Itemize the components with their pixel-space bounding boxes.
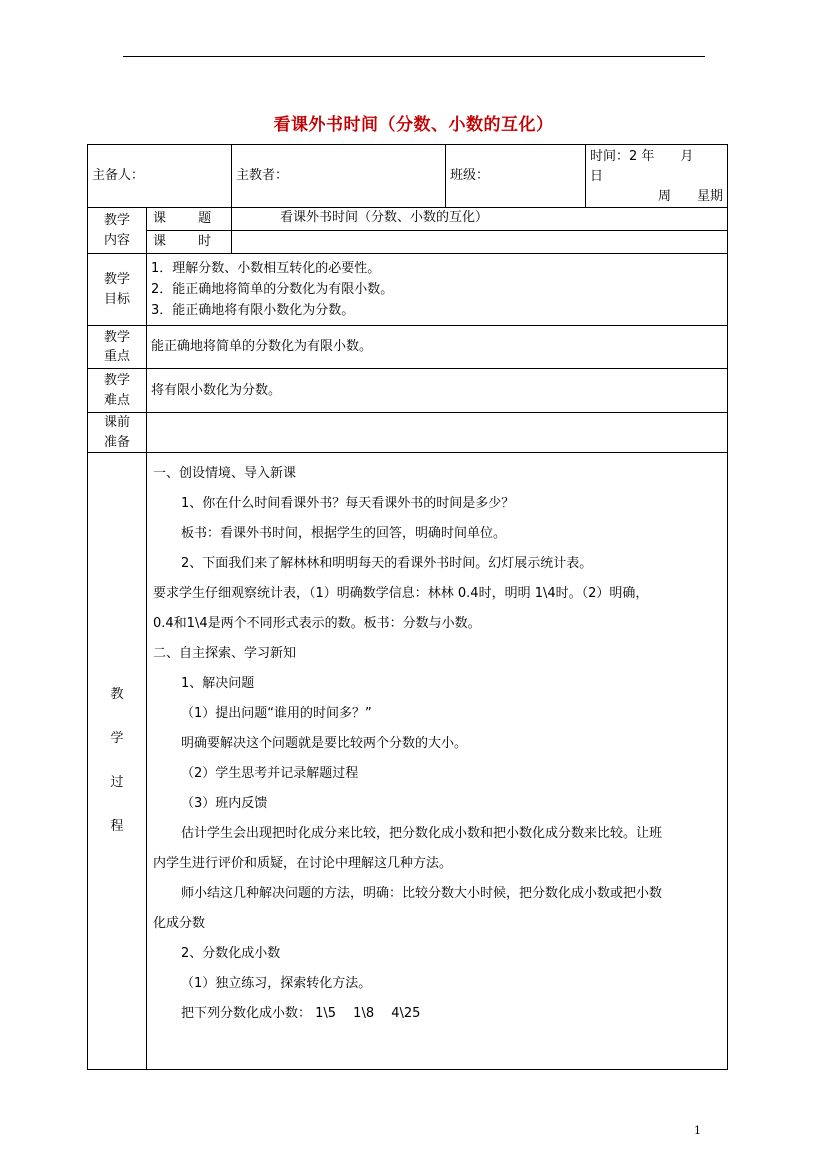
document-title: 看课外书时间（分数、小数的互化） <box>273 115 554 135</box>
time-line-2: 周 星期 <box>658 189 724 204</box>
objectives-cell <box>147 254 728 326</box>
process-label <box>88 453 147 1070</box>
difficulties-row <box>88 369 728 413</box>
process-line: （2）学生思考并记录解题过程 <box>181 766 359 781</box>
process-line: 内学生进行评价和质疑，在讨论中理解这几种方法。 <box>153 856 453 871</box>
process-line: （1）独立练习，探索转化方法。 <box>181 976 372 991</box>
process-row <box>88 453 728 1070</box>
process-line: 0.4和1\4是两个不同形式表示的数。板书：分数与小数。 <box>153 616 481 631</box>
page-number: 1 <box>694 1124 701 1137</box>
preparer-cell: 主备人： <box>88 145 232 208</box>
period-value <box>232 231 728 254</box>
period-label: 课 时 <box>147 231 232 254</box>
process-line: 师小结这几种解决问题的方法，明确：比较分数大小时候，把分数化成小数或把小数 <box>181 886 663 901</box>
topic-label: 课 题 <box>147 208 232 231</box>
topic-value: 看课外书时间（分数、小数的互化） <box>232 208 728 231</box>
process-line: 1、解决问题 <box>181 676 255 691</box>
prep-text <box>147 413 728 453</box>
process-line: （3）班内反馈 <box>181 796 268 811</box>
prep-label: 课前准备 <box>88 413 147 453</box>
key-points-label: 教学重点 <box>88 326 147 369</box>
objective-item: 1．理解分数、小数相互转化的必要性。 <box>151 261 381 276</box>
objective-item: 2．能正确地将简单的分数化为有限小数。 <box>151 282 394 297</box>
process-line: 2、分数化成小数 <box>181 946 281 961</box>
key-points-text: 能正确地将简单的分数化为有限小数。 <box>147 326 728 369</box>
time-line-1: 时间：2 年 月 日 <box>590 149 720 184</box>
process-heading: 一、创设情境、导入新课 <box>153 466 297 481</box>
process-label-char: 教 <box>110 687 124 702</box>
objectives-row <box>88 254 728 326</box>
process-line: 把下列分数化成小数： 1\5 1\8 4\25 <box>181 1006 421 1021</box>
process-heading: 二、自主探索、学习新知 <box>153 646 297 661</box>
process-line: 化成分数 <box>153 916 206 931</box>
header-rule <box>123 56 705 57</box>
header-row <box>88 145 728 208</box>
process-label-char: 过 <box>110 775 124 790</box>
lesson-plan-table <box>87 144 728 1070</box>
difficulties-text: 将有限小数化为分数。 <box>147 369 728 413</box>
key-points-row <box>88 326 728 369</box>
topic-row <box>88 208 728 231</box>
content-label: 教学内容 <box>88 208 147 254</box>
process-line: 板书：看课外书时间，根据学生的回答，明确时间单位。 <box>181 526 507 541</box>
objectives-label: 教学目标 <box>88 254 147 326</box>
prep-row <box>88 413 728 453</box>
class-cell: 班级： <box>446 145 586 208</box>
process-label-char: 学 <box>110 731 124 746</box>
process-label-char: 程 <box>110 819 124 834</box>
difficulties-label: 教学难点 <box>88 369 147 413</box>
process-line: 估计学生会出现把时化成分来比较，把分数化成小数和把小数化成分数来比较。让班 <box>181 826 663 841</box>
period-row <box>88 231 728 254</box>
teacher-cell: 主教者： <box>232 145 446 208</box>
process-line: 2、下面我们来了解林林和明明每天的看课外书时间。幻灯展示统计表。 <box>181 556 593 571</box>
process-line: 1、你在什么时间看课外书？每天看课外书的时间是多少？ <box>181 496 515 511</box>
objective-item: 3．能正确地将有限小数化为分数。 <box>151 303 355 318</box>
process-line: （1）提出问题“谁用的时间多？” <box>181 706 372 721</box>
time-cell <box>586 145 728 208</box>
process-content <box>147 453 728 1070</box>
process-line: 要求学生仔细观察统计表，（1）明确数学信息：林林 0.4时，明明 1\4时。（2）明确， <box>153 586 649 601</box>
process-line: 明确要解决这个问题就是要比较两个分数的大小。 <box>181 736 468 751</box>
